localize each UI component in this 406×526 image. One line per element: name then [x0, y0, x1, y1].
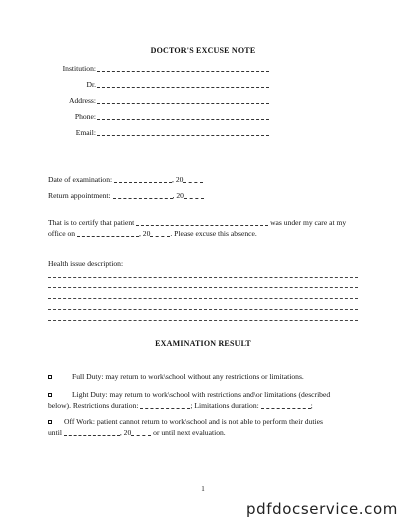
doctor-label: Dr.: [86, 80, 96, 89]
office-date-field[interactable]: [77, 229, 139, 237]
address-field[interactable]: [97, 96, 269, 104]
health-line-1[interactable]: [48, 277, 358, 278]
phone-field[interactable]: [97, 112, 269, 120]
phone-row: [58, 112, 269, 121]
light-duty-text-1: Light Duty: may return to work\school with restrictions and\or limitations (described: [72, 390, 331, 399]
office-on-text: office on: [48, 229, 76, 238]
off-work-checkbox[interactable]: [48, 420, 52, 424]
email-field[interactable]: [97, 128, 269, 136]
light-duty-end: ;: [310, 401, 313, 410]
light-duty-line-2: [48, 401, 313, 410]
off-work-text-1: Off Work: patient cannot return to work\school and is not able to perform their duties: [64, 417, 323, 426]
email-row: [58, 128, 269, 137]
document-title: DOCTOR'S EXCUSE NOTE: [150, 46, 256, 55]
certify-line-2: [48, 229, 257, 238]
full-duty-text: Full Duty: may return to work\school without any restrictions or limitations.: [72, 372, 304, 381]
office-year-prefix: , 20: [138, 229, 151, 238]
institution-label: Institution:: [62, 64, 96, 73]
return-label: Return appointment:: [48, 191, 111, 200]
exam-date-field[interactable]: [114, 175, 172, 183]
restrictions-duration-field[interactable]: [140, 401, 190, 409]
return-date-field[interactable]: [113, 191, 173, 199]
address-label: Address:: [69, 96, 96, 105]
certify-text-start: That is to certify that patient: [48, 218, 135, 227]
off-work-line-2: [48, 428, 226, 437]
phone-label: Phone:: [74, 112, 96, 121]
page-number: 1: [201, 485, 205, 493]
return-row: [48, 191, 204, 200]
restrictions-duration-label: below). Restrictions duration:: [48, 401, 139, 410]
health-line-2[interactable]: [48, 287, 358, 288]
health-label: Health issue description:: [48, 259, 124, 268]
health-line-4[interactable]: [48, 309, 358, 310]
next-evaluation-text: or until next evaluation.: [153, 428, 226, 437]
exam-date-label: Date of examination:: [48, 175, 113, 184]
full-duty-checkbox[interactable]: [48, 375, 52, 379]
watermark: pdfdocservice.com: [245, 500, 398, 518]
health-line-5[interactable]: [48, 320, 358, 321]
light-duty-checkbox[interactable]: [48, 393, 52, 397]
limitations-duration-label: ; Limitations duration:: [190, 401, 259, 410]
excuse-text: . Please excuse this absence.: [170, 229, 257, 238]
health-line-3[interactable]: [48, 298, 358, 299]
certify-text-end: was under my care at my: [270, 218, 347, 227]
email-label: Email:: [75, 128, 96, 137]
off-work-until-field[interactable]: [64, 428, 120, 436]
office-year-field[interactable]: [150, 229, 170, 237]
off-work-year-prefix: , 20: [119, 428, 132, 437]
exam-date-row: [48, 175, 203, 184]
limitations-duration-field[interactable]: [261, 401, 311, 409]
exam-date-year-prefix: , 20: [172, 175, 184, 184]
return-year-field[interactable]: [184, 191, 204, 199]
return-year-prefix: , 20: [172, 191, 184, 200]
doctor-row: [58, 80, 269, 89]
doctor-field[interactable]: [97, 80, 269, 88]
certify-line-1: [48, 218, 346, 227]
address-row: [58, 96, 269, 105]
until-label: until: [48, 428, 62, 437]
institution-field[interactable]: [97, 64, 269, 72]
institution-row: [58, 64, 269, 73]
exam-date-year-field[interactable]: [183, 175, 203, 183]
exam-result-heading: EXAMINATION RESULT: [155, 339, 251, 348]
off-work-year-field[interactable]: [131, 428, 151, 436]
patient-name-field[interactable]: [136, 218, 268, 226]
